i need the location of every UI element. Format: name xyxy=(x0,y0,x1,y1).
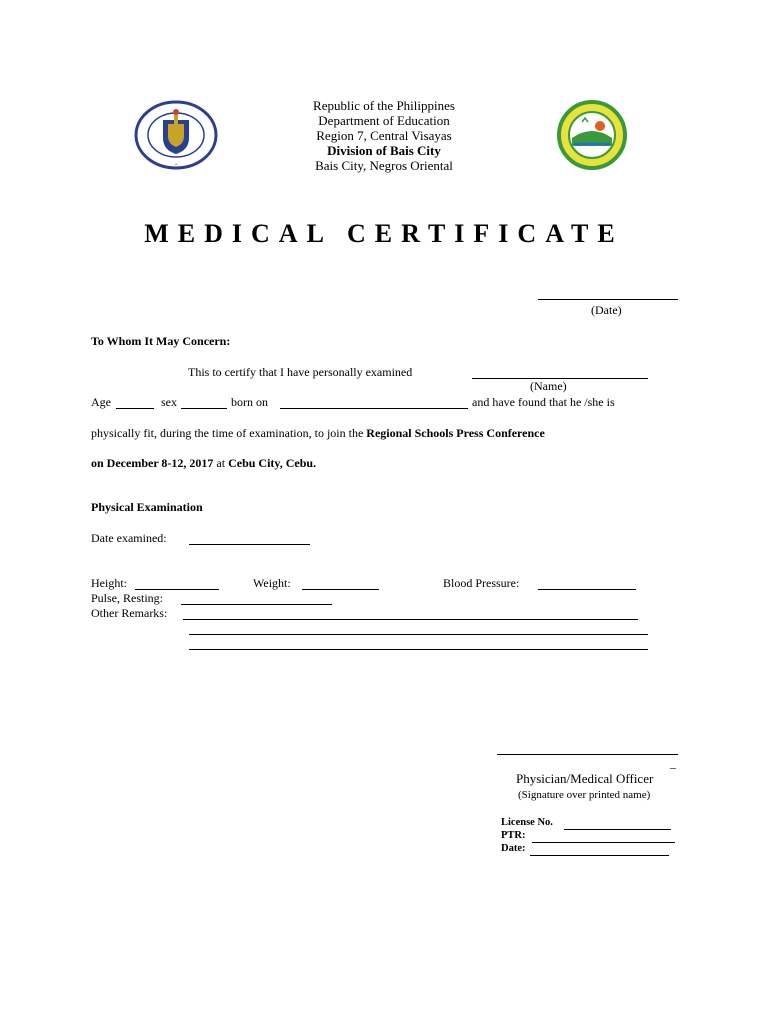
born-label: born on xyxy=(231,395,268,409)
ptr-label: PTR: xyxy=(501,830,526,841)
header-region: Region 7, Central Visayas xyxy=(316,128,452,143)
sex-label: sex xyxy=(161,395,177,409)
event-date: on December 8-12, 2017 xyxy=(91,456,214,470)
weight-label: Weight: xyxy=(253,576,291,590)
physical-heading: Physical Examination xyxy=(91,500,203,514)
license-line xyxy=(564,829,671,830)
found-text: and have found that he /she is xyxy=(472,395,615,409)
name-label: (Name) xyxy=(530,379,567,393)
physician-title: Physician/Medical Officer xyxy=(516,771,654,786)
date-examined-line xyxy=(189,544,310,545)
date-label: (Date) xyxy=(591,303,622,317)
header-republic: Republic of the Philippines xyxy=(313,98,455,113)
page-title: MEDICAL CERTIFICATE xyxy=(144,219,624,248)
license-label: License No. xyxy=(501,817,553,828)
svg-text:•: • xyxy=(175,162,177,167)
event-date-line xyxy=(91,456,316,471)
header-department: Department of Education xyxy=(318,113,450,128)
header-division: Division of Bais City xyxy=(327,143,441,158)
born-line xyxy=(280,408,468,409)
license-date-line xyxy=(530,855,669,856)
signature-dash: _ xyxy=(670,756,676,770)
age-line xyxy=(116,408,154,409)
blood-pressure-label: Blood Pressure: xyxy=(443,576,520,590)
signature-note: (Signature over printed name) xyxy=(518,789,651,801)
license-date-label: Date: xyxy=(501,843,526,854)
certify-text: This to certify that I have personally examined xyxy=(188,365,413,379)
pulse-line xyxy=(181,604,332,605)
fit-text-plain: physically fit, during the time of examination, to join the xyxy=(91,426,364,440)
pulse-label: Pulse, Resting: xyxy=(91,591,164,605)
signature-line xyxy=(497,754,678,755)
ptr-line xyxy=(532,842,675,843)
salutation: To Whom It May Concern: xyxy=(91,334,231,348)
height-label: Height: xyxy=(91,576,127,590)
age-label: Age xyxy=(91,395,111,409)
date-line xyxy=(538,299,678,300)
height-line xyxy=(135,589,219,590)
fit-text xyxy=(91,426,545,441)
other-remarks-label: Other Remarks: xyxy=(91,606,168,620)
weight-line xyxy=(302,589,379,590)
sex-line xyxy=(181,408,227,409)
date-examined-label: Date examined: xyxy=(91,531,167,545)
other-remarks-line-3 xyxy=(189,649,648,650)
at-text: at xyxy=(216,456,226,470)
blood-pressure-line xyxy=(538,589,636,590)
event-name: Regional Schools Press Conference xyxy=(366,426,545,440)
other-remarks-line-2 xyxy=(189,634,648,635)
event-location: Cebu City, Cebu. xyxy=(228,456,317,470)
other-remarks-line-1 xyxy=(183,619,638,620)
header-address: Bais City, Negros Oriental xyxy=(315,158,453,173)
